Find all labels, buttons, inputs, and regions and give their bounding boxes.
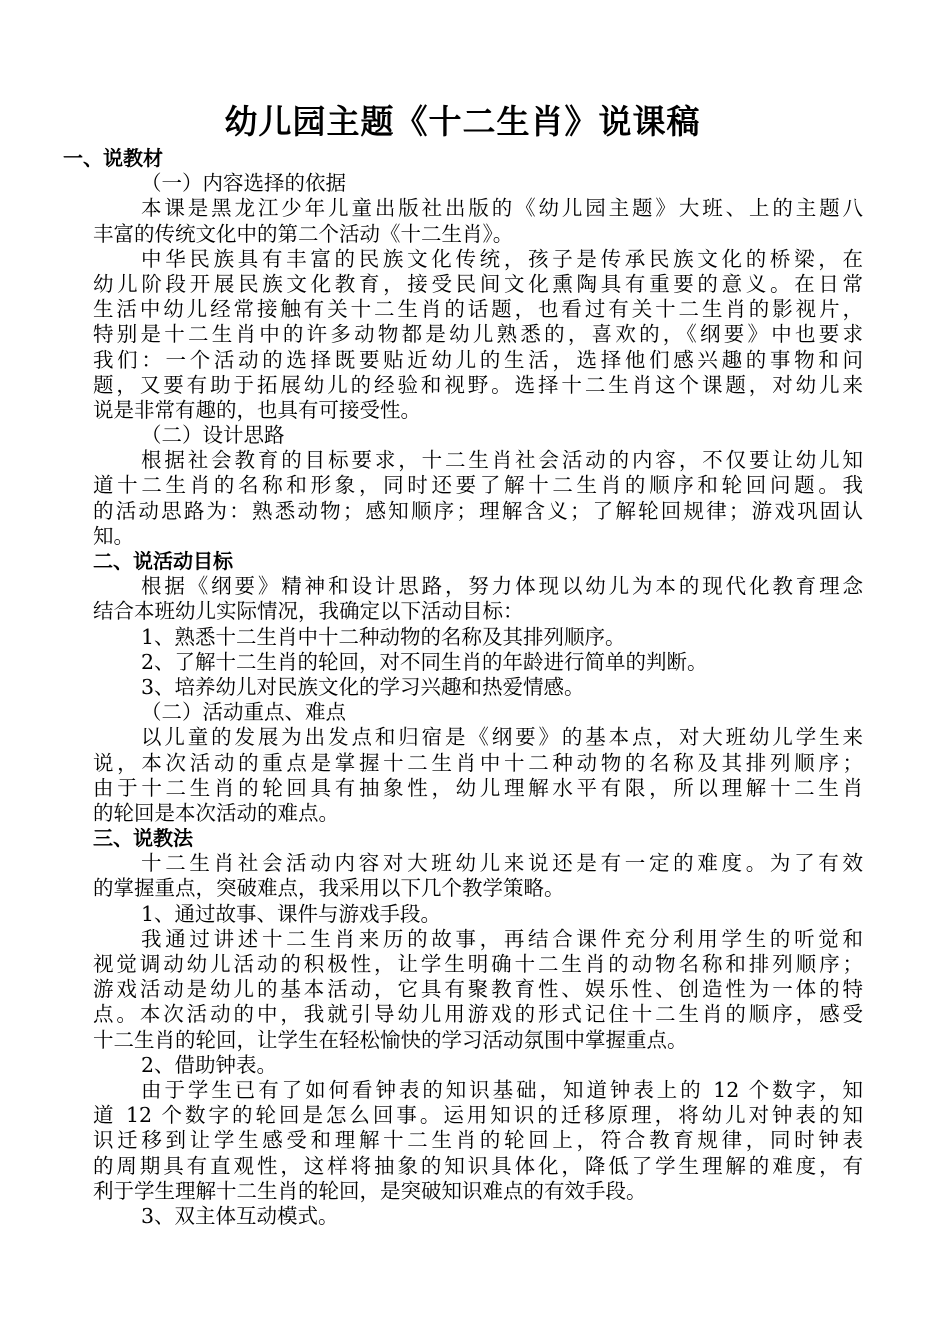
paragraph-line: 识迁移到让学生感受和理解十二生肖的轮回上，符合教育规律，同时钟表 [93,1128,863,1153]
document-title: 幼儿园主题《十二生肖》说课稿 [224,102,701,141]
paragraph-line: 1、熟悉十二生肖中十二种动物的名称及其排列顺序。 [141,624,626,649]
paragraph-line: 生活中幼儿经常接触有关十二生肖的话题，也看过有关十二生肖的影视片， [93,297,863,322]
paragraph-line: 3、培养幼儿对民族文化的学习兴趣和热爱情感。 [141,674,585,699]
paragraph-line: 的轮回是本次活动的难点。 [93,800,339,825]
paragraph-line: 中华民族具有丰富的民族文化传统，孩子是传承民族文化的桥梁，在 [141,246,863,271]
paragraph-line: 2、了解十二生肖的轮回，对不同生肖的年龄进行简单的判断。 [141,649,708,674]
paragraph-line: 的掌握重点，突破难点，我采用以下几个教学策略。 [93,876,565,901]
paragraph-line: 由于学生已有了如何看钟表的知识基础，知道钟表上的 12 个数字，知 [141,1077,863,1102]
paragraph-line: （二）设计思路 [141,423,285,448]
paragraph-line: 说是非常有趣的，也具有可接受性。 [93,397,421,422]
paragraph-line: 我通过讲述十二生肖来历的故事，再结合课件充分利用学生的听觉和 [141,926,863,951]
section-heading: 一、说教材 [63,146,163,170]
paragraph-line: 幼儿阶段开展民族文化教育，接受民间文化熏陶具有重要的意义。在日常 [93,271,863,296]
paragraph-line: 1、通过故事、课件与游戏手段。 [141,901,442,926]
paragraph-line: 的周期具有直观性，这样将抽象的知识具体化，降低了学生理解的难度，有 [93,1153,863,1178]
paragraph-line: 点。本次活动的中，我就引导幼儿用游戏的形式记住十二生肖的顺序，感受 [93,1002,863,1027]
paragraph-line: 丰富的传统文化中的第二个活动《十二生肖》。 [93,221,514,246]
section-heading: 二、说活动目标 [93,549,233,573]
paragraph-line: 以儿童的发展为出发点和归宿是《纲要》的基本点，对大班幼儿学生来 [141,725,863,750]
paragraph-line: 根据社会教育的目标要求，十二生肖社会活动的内容，不仅要让幼儿知 [141,448,863,473]
paragraph-line: 3、双主体互动模式。 [141,1203,339,1228]
paragraph-line: 十二生肖社会活动内容对大班幼儿来说还是有一定的难度。为了有效 [141,851,863,876]
section-heading: 三、说教法 [93,826,193,851]
paragraph-line: 视觉调动幼儿活动的积极性，让学生明确十二生肖的动物名称和排列顺序； [93,952,863,976]
paragraph-line: 2、借助钟表。 [141,1052,278,1077]
paragraph-line: （二）活动重点、难点 [141,700,346,725]
paragraph-line: 说，本次活动的重点是掌握十二生肖中十二种动物的名称及其排列顺序； [93,750,863,775]
paragraph-line: 我们：一个活动的选择既要贴近幼儿的生活，选择他们感兴趣的事物和问 [93,347,863,372]
paragraph-line: 知。 [93,523,134,548]
paragraph-line: 道十二生肖的名称和形象，同时还要了解十二生肖的顺序和轮回问题。我 [93,473,863,498]
paragraph-line: 利于学生理解十二生肖的轮回，是突破知识难点的有效手段。 [93,1178,647,1203]
paragraph-line: 根据《纲要》精神和设计思路，努力体现以幼儿为本的现代化教育理念 [141,574,863,599]
paragraph-line: 的活动思路为：熟悉动物；感知顺序；理解含义；了解轮回规律；游戏巩固认 [93,498,863,523]
paragraph-line: 游戏活动是幼儿的基本活动，它具有聚教育性、娱乐性、创造性为一体的特 [93,977,863,1002]
paragraph-line: （一）内容选择的依据 [141,171,346,196]
paragraph-line: 道 12 个数字的轮回是怎么回事。运用知识的迁移原理，将幼儿对钟表的知 [93,1103,863,1128]
paragraph-line: 本课是黑龙江少年儿童出版社出版的《幼儿园主题》大班、上的主题八 [141,196,863,221]
paragraph-line: 题，又要有助于拓展幼儿的经验和视野。选择十二生肖这个课题，对幼儿来 [93,372,863,397]
paragraph-line: 十二生肖的轮回，让学生在轻松愉快的学习活动氛围中掌握重点。 [93,1027,688,1052]
document-body [63,146,863,1229]
paragraph-line: 特别是十二生肖中的许多动物都是幼儿熟悉的，喜欢的，《纲要》中也要求 [93,322,863,347]
paragraph-line: 由于十二生肖的轮回具有抽象性，幼儿理解水平有限，所以理解十二生肖 [93,775,863,800]
paragraph-line: 结合本班幼儿实际情况，我确定以下活动目标： [93,599,524,624]
